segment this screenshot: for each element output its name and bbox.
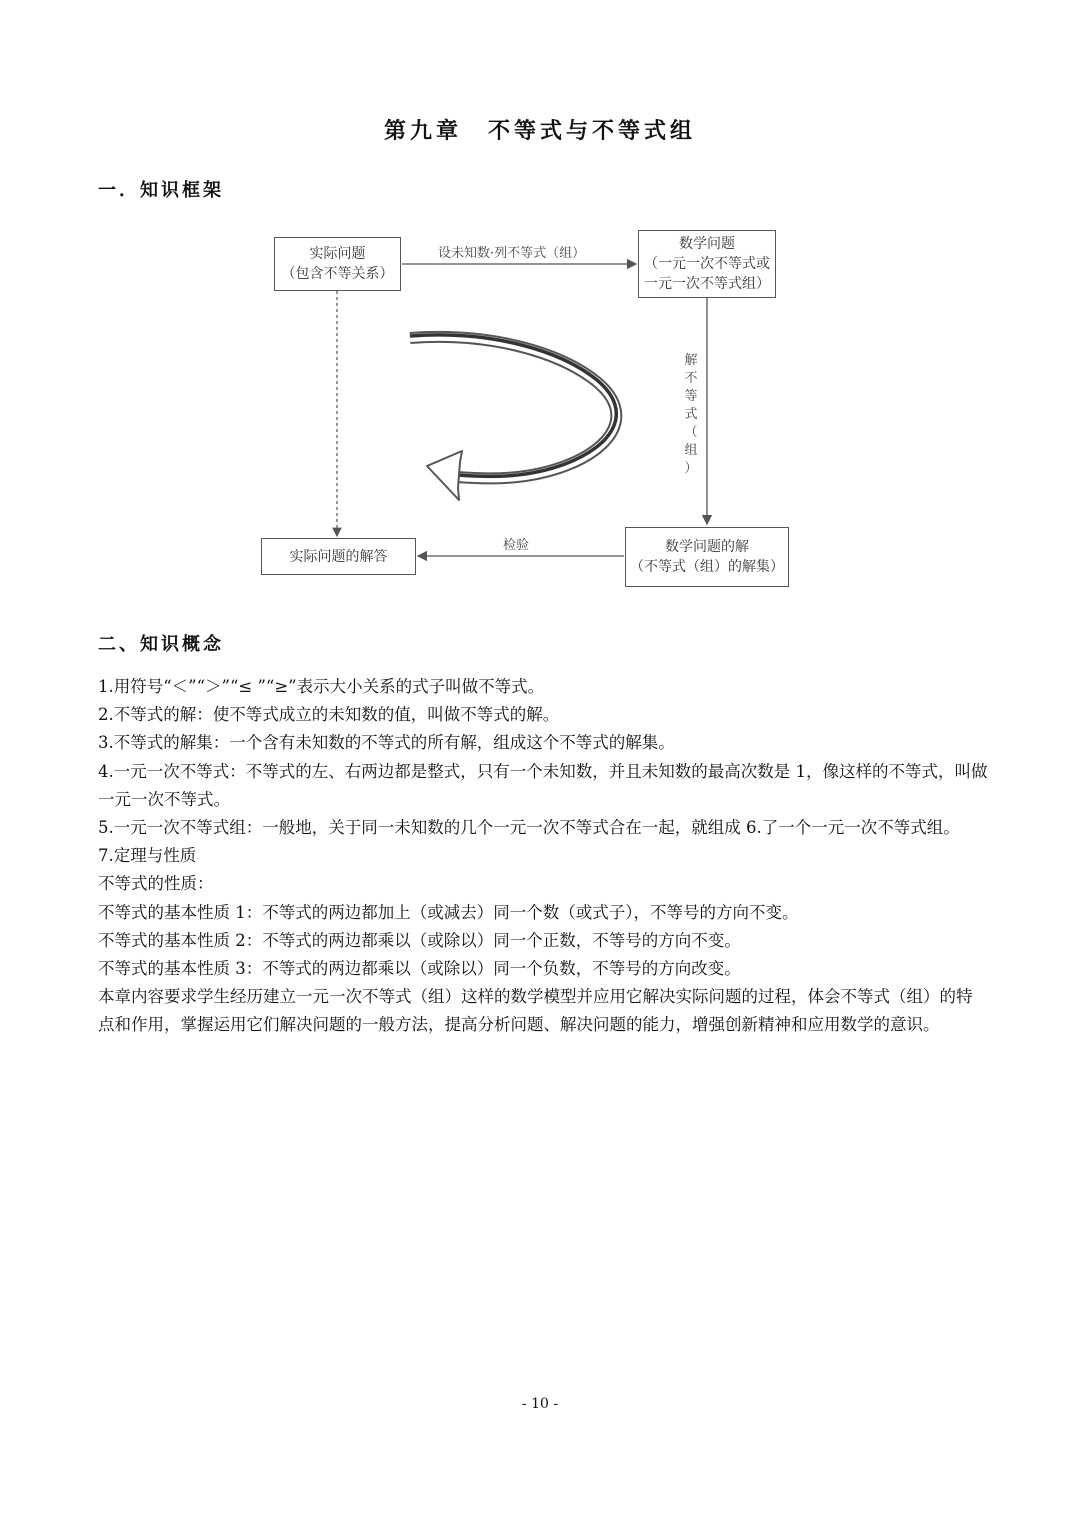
knowledge-framework-diagram bbox=[0, 0, 1080, 620]
paragraph: 4.一元一次不等式：不等式的左、右两边都是整式，只有一个未知数，并且未知数的最高次数是 1，像这样的不等式，叫做一元一次不等式。 bbox=[98, 761, 988, 809]
paragraph: 本章内容要求学生经历建立一元一次不等式（组）这样的数学模型并应用它解决实际问题的过程，体会不等式（组）的特点和作用，掌握运用它们解决问题的一般方法，提高分析问题、解决问题的能力，增强创新精神和应用数学的意识。 bbox=[98, 987, 973, 1035]
section-heading-knowledge-framework: 一．知识框架 bbox=[98, 180, 224, 201]
diagram-connectors bbox=[0, 0, 1080, 620]
page-number: - 10 - bbox=[521, 1396, 559, 1412]
paragraph: 不等式的基本性质 1：不等式的两边都加上（或减去）同一个数（或式子），不等号的方向不变。 bbox=[98, 902, 799, 922]
arrow-right-label-char: 式 bbox=[684, 407, 698, 422]
curved-arrow-icon bbox=[410, 335, 616, 500]
paragraph: 不等式的基本性质 2：不等式的两边都乘以（或除以）同一个正数，不等号的方向不变。 bbox=[98, 930, 741, 950]
box-real-problem bbox=[274, 237, 401, 291]
arrow-right-label-char: 等 bbox=[684, 389, 698, 404]
box-math-problem bbox=[638, 230, 776, 298]
arrow-right-label-char: （ bbox=[684, 425, 698, 440]
arrow-right-label-char: 不 bbox=[684, 371, 698, 386]
paragraph: 不等式的基本性质 3：不等式的两边都乘以（或除以）同一个负数，不等号的方向改变。 bbox=[98, 959, 741, 979]
paragraph: 1.用符号“＜”“＞”“≤ ”“≥”表示大小关系的式子叫做不等式。 bbox=[98, 677, 545, 696]
arrow-top-label: 设未知数·列不等式（组） bbox=[438, 246, 586, 261]
arrow-right-label-char: 组 bbox=[684, 443, 698, 458]
arrow-bottom-label: 检验 bbox=[503, 538, 530, 553]
section-heading-knowledge-concepts: 二、知识概念 bbox=[98, 634, 224, 655]
arrow-right-label-char: ） bbox=[684, 461, 698, 476]
paragraph: 5.一元一次不等式组：一般地，关于同一未知数的几个一元一次不等式合在一起，就组成 6.了一个一元一次不等式组。 bbox=[98, 818, 960, 838]
arrow-right-label bbox=[683, 352, 699, 478]
paragraph: 不等式的性质： bbox=[98, 874, 214, 894]
box-math-solution bbox=[625, 527, 789, 587]
paragraph: 3.不等式的解集：一个含有未知数的不等式的所有解，组成这个不等式的解集。 bbox=[98, 733, 675, 753]
box-math-problem-line2: （一元一次不等式或 bbox=[644, 256, 770, 272]
arrow-right-label-char: 解 bbox=[684, 353, 698, 368]
box-real-problem-line1: 实际问题 bbox=[309, 246, 366, 262]
page-title: 第九章 不等式与不等式组 bbox=[383, 119, 696, 144]
box-real-answer-line1: 实际问题的解答 bbox=[289, 548, 388, 565]
concepts-body bbox=[98, 673, 988, 1040]
box-math-solution-line2: （不等式（组）的解集） bbox=[630, 559, 784, 575]
paragraph: 2.不等式的解：使不等式成立的未知数的值，叫做不等式的解。 bbox=[98, 705, 560, 725]
paragraph: 7.定理与性质 bbox=[98, 846, 197, 866]
box-real-problem-line2: （包含不等关系） bbox=[281, 266, 394, 282]
box-math-problem-line3: 一元一次不等式组） bbox=[644, 276, 770, 292]
box-math-solution-line1: 数学问题的解 bbox=[665, 539, 749, 555]
box-real-answer bbox=[261, 538, 416, 575]
box-math-problem-line1: 数学问题 bbox=[679, 236, 735, 252]
